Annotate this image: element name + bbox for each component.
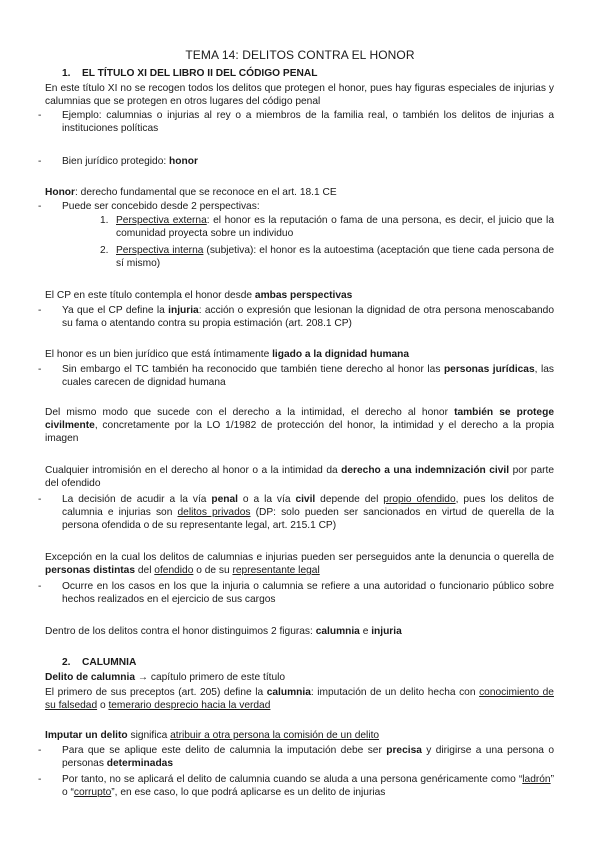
cp-paragraph: El CP en este título contempla el honor desde ambas perspectivas <box>45 290 353 301</box>
section-1-title: EL TÍTULO XI DEL LIBRO II DEL CÓDIGO PENAL <box>82 68 318 79</box>
bullet-dash: - <box>38 110 42 121</box>
bullet-dash: - <box>38 581 42 592</box>
imputar-paragraph: Imputar un delito significa atribuir a otra persona la comisión de un delito <box>45 730 380 741</box>
list-item-perspectivas: - Puede ser concebido desde 2 perspectivas: <box>38 201 260 212</box>
list-item-decision: - La decisión de acudir a la vía penal o a la vía civil depende del propio ofendido, pues los delitos de calumnia e injurias son delitos privados (DP: solo pueden ser sancionados en virtud de querella de la persona ofendida o de su representante legal, art. 215.1 CP) <box>38 494 554 532</box>
bullet-dash: - <box>38 364 42 375</box>
list-item-ejemplo <box>38 109 554 135</box>
section-2-number: 2. <box>62 657 71 668</box>
bullet-dash: - <box>38 494 42 505</box>
delito-calumnia-line: Delito de calumnia → capítulo primero de este título <box>45 672 286 683</box>
excepcion-paragraph: Excepción en la cual los delitos de calumnias e injurias pueden ser perseguidos ante la denuncia o querella de personas distintas del ofendido o de su representante legal <box>45 552 554 577</box>
bullet-dash: - <box>38 156 42 167</box>
list-item-text: Ejemplo: calumnias o injurias al rey o a miembros de la familia real, o también los delitos de injurias a instituciones políticas <box>62 110 554 135</box>
bullet-dash: - <box>38 305 42 316</box>
section-2-title: CALUMNIA <box>82 657 137 668</box>
list-item-autoridad: - Ocurre en los casos en los que la injuria o calumnia se refiere a una autoridad o funcionario público sobre hechos realizados en el ejercicio de sus cargos <box>38 581 554 606</box>
primer-precepto-paragraph: El primero de sus preceptos (art. 205) define la calumnia: imputación de un delito hecha con conocimiento de su falsedad o temerario desprecio hacia la verdad <box>45 687 554 712</box>
list-item-injuria: - Ya que el CP define la injuria: acción o expresión que lesionan la dignidad de otra persona menoscabando su fama o atentando contra su propia estimación (art. 208.1 CP) <box>38 305 554 330</box>
section-1-number: 1. <box>62 68 71 79</box>
dignidad-paragraph: El honor es un bien jurídico que está íntimamente ligado a la dignidad humana <box>45 349 410 360</box>
intro-paragraph: En este título XI no se recogen todos los delitos que protegen el honor, pues hay figuras especiales de injurias y calumnias que se protegen en otros lugares del código penal <box>45 83 554 108</box>
list-item-generica: - Por tanto, no se aplicará el delito de calumnia cuando se aluda a una persona genéricamente como “ladrón” o “corrupto”, en ese caso, lo que podrá aplicarse es un delito de injurias <box>38 774 554 799</box>
civil-paragraph: Del mismo modo que sucede con el derecho a la intimidad, el derecho al honor también se protege civilmente, concretamente por la LO 1/1982 de protección del honor, la intimidad y el derecho a la propia imagen <box>45 407 554 445</box>
ordered-item-externa: 1. Perspectiva externa: el honor es la reputación o fama de una persona, es decir, el juicio que la comunidad proyecta sobre un individuo <box>100 215 554 240</box>
bullet-dash: - <box>38 201 42 212</box>
section-1-heading <box>62 67 317 80</box>
page-title: TEMA 14: DELITOS CONTRA EL HONOR <box>185 48 415 62</box>
honor-definition: Honor: derecho fundamental que se reconoce en el art. 18.1 CE <box>45 187 337 198</box>
list-item-precisa: - Para que se aplique este delito de calumnia la imputación debe ser precisa y dirigirse a una persona o personas determinadas <box>38 745 554 770</box>
bullet-dash: - <box>38 745 42 756</box>
section-2-heading <box>62 656 136 669</box>
bullet-dash: - <box>38 774 42 785</box>
list-item-bien-juridico: - Bien jurídico protegido: honor <box>38 156 198 167</box>
ordered-item-interna: 2. Perspectiva interna (subjetiva): el honor es la autoestima (aceptación que tiene cada persona de sí mismo) <box>100 245 554 270</box>
dos-figuras-paragraph: Dentro de los delitos contra el honor distinguimos 2 figuras: calumnia e injuria <box>45 626 402 637</box>
indemnizacion-paragraph: Cualquier intromisión en el derecho al honor o a la intimidad da derecho a una indemnización civil por parte del ofendido <box>45 465 554 490</box>
list-item-personas-juridicas: - Sin embargo el TC también ha reconocido que también tiene derecho al honor las personas jurídicas, las cuales carecen de dignidad humana <box>38 364 555 389</box>
